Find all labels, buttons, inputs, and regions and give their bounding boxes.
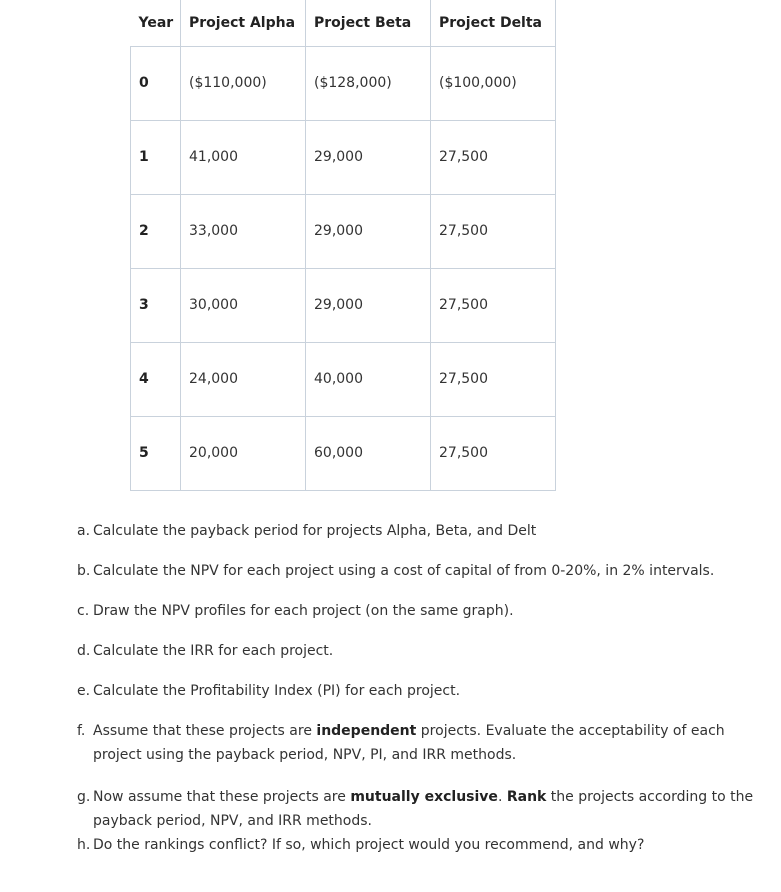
- header-project-alpha: Project Alpha: [181, 0, 306, 46]
- question-letter: c.: [77, 603, 90, 619]
- delta-cell: 27,500: [431, 342, 556, 416]
- beta-cell: 60,000: [306, 416, 431, 490]
- question-letter: a.: [77, 523, 91, 539]
- question-list: [77, 519, 777, 857]
- alpha-cell: 41,000: [181, 120, 306, 194]
- question-f: [77, 719, 777, 767]
- beta-cell: 29,000: [306, 120, 431, 194]
- beta-cell: 29,000: [306, 194, 431, 268]
- header-year: Year: [131, 0, 181, 46]
- question-h: [77, 833, 777, 857]
- year-cell: 1: [131, 120, 181, 194]
- question-text: [93, 723, 725, 763]
- table-header-row: [131, 0, 556, 46]
- question-emphasis: Rank: [506, 789, 547, 805]
- question-c: [77, 599, 777, 623]
- alpha-cell: ($110,000): [181, 46, 306, 120]
- question-b: [77, 559, 777, 583]
- alpha-cell: 20,000: [181, 416, 306, 490]
- alpha-cell: 30,000: [181, 268, 306, 342]
- delta-cell: 27,500: [431, 120, 556, 194]
- delta-cell: 27,500: [431, 194, 556, 268]
- question-d: [77, 639, 777, 663]
- delta-cell: 27,500: [431, 268, 556, 342]
- beta-cell: 40,000: [306, 342, 431, 416]
- question-text: Calculate the IRR for each project.: [93, 643, 334, 659]
- question-g: [77, 785, 777, 833]
- question-letter: f.: [77, 723, 86, 739]
- beta-cell: ($128,000): [306, 46, 431, 120]
- cash-flow-table-wrapper: [130, 0, 556, 491]
- cash-flow-table: [130, 0, 556, 491]
- question-text: [93, 789, 753, 829]
- question-text: Calculate the payback period for projects Alpha, Beta, and Delt: [93, 523, 537, 539]
- question-text-post: projects. Evaluate the acceptability of each project using the payback period, NPV, PI, and IRR methods.: [93, 723, 725, 763]
- question-emphasis: mutually exclusive: [350, 789, 498, 805]
- table-row: [131, 46, 556, 120]
- header-project-beta: Project Beta: [306, 0, 431, 46]
- question-text: Do the rankings conflict? If so, which project would you recommend, and why?: [93, 837, 645, 853]
- question-text: Calculate the NPV for each project using a cost of capital of from 0-20%, in 2% intervals.: [93, 563, 715, 579]
- alpha-cell: 24,000: [181, 342, 306, 416]
- question-a: [77, 519, 777, 543]
- question-text-pre: Now assume that these projects are: [93, 789, 351, 805]
- question-text: Draw the NPV profiles for each project (on the same graph).: [93, 603, 514, 619]
- question-text-mid: .: [497, 789, 507, 805]
- question-text-pre: Assume that these projects are: [93, 723, 317, 739]
- year-cell: 2: [131, 194, 181, 268]
- question-letter: h.: [77, 837, 91, 853]
- year-cell: 3: [131, 268, 181, 342]
- year-cell: 0: [131, 46, 181, 120]
- beta-cell: 29,000: [306, 268, 431, 342]
- table-row: [131, 416, 556, 490]
- table-row: [131, 342, 556, 416]
- alpha-cell: 33,000: [181, 194, 306, 268]
- question-e: [77, 679, 777, 703]
- delta-cell: ($100,000): [431, 46, 556, 120]
- question-emphasis: independent: [316, 723, 417, 739]
- table-row: [131, 268, 556, 342]
- question-letter: g.: [77, 789, 91, 805]
- question-letter: b.: [77, 563, 91, 579]
- question-letter: d.: [77, 643, 91, 659]
- table-row: [131, 194, 556, 268]
- question-text-post: the projects according to the payback period, NPV, and IRR methods.: [93, 789, 754, 829]
- delta-cell: 27,500: [431, 416, 556, 490]
- year-cell: 5: [131, 416, 181, 490]
- question-text: Calculate the Profitability Index (PI) for each project.: [93, 683, 461, 699]
- table-row: [131, 120, 556, 194]
- question-letter: e.: [77, 683, 91, 699]
- header-project-delta: Project Delta: [431, 0, 556, 46]
- year-cell: 4: [131, 342, 181, 416]
